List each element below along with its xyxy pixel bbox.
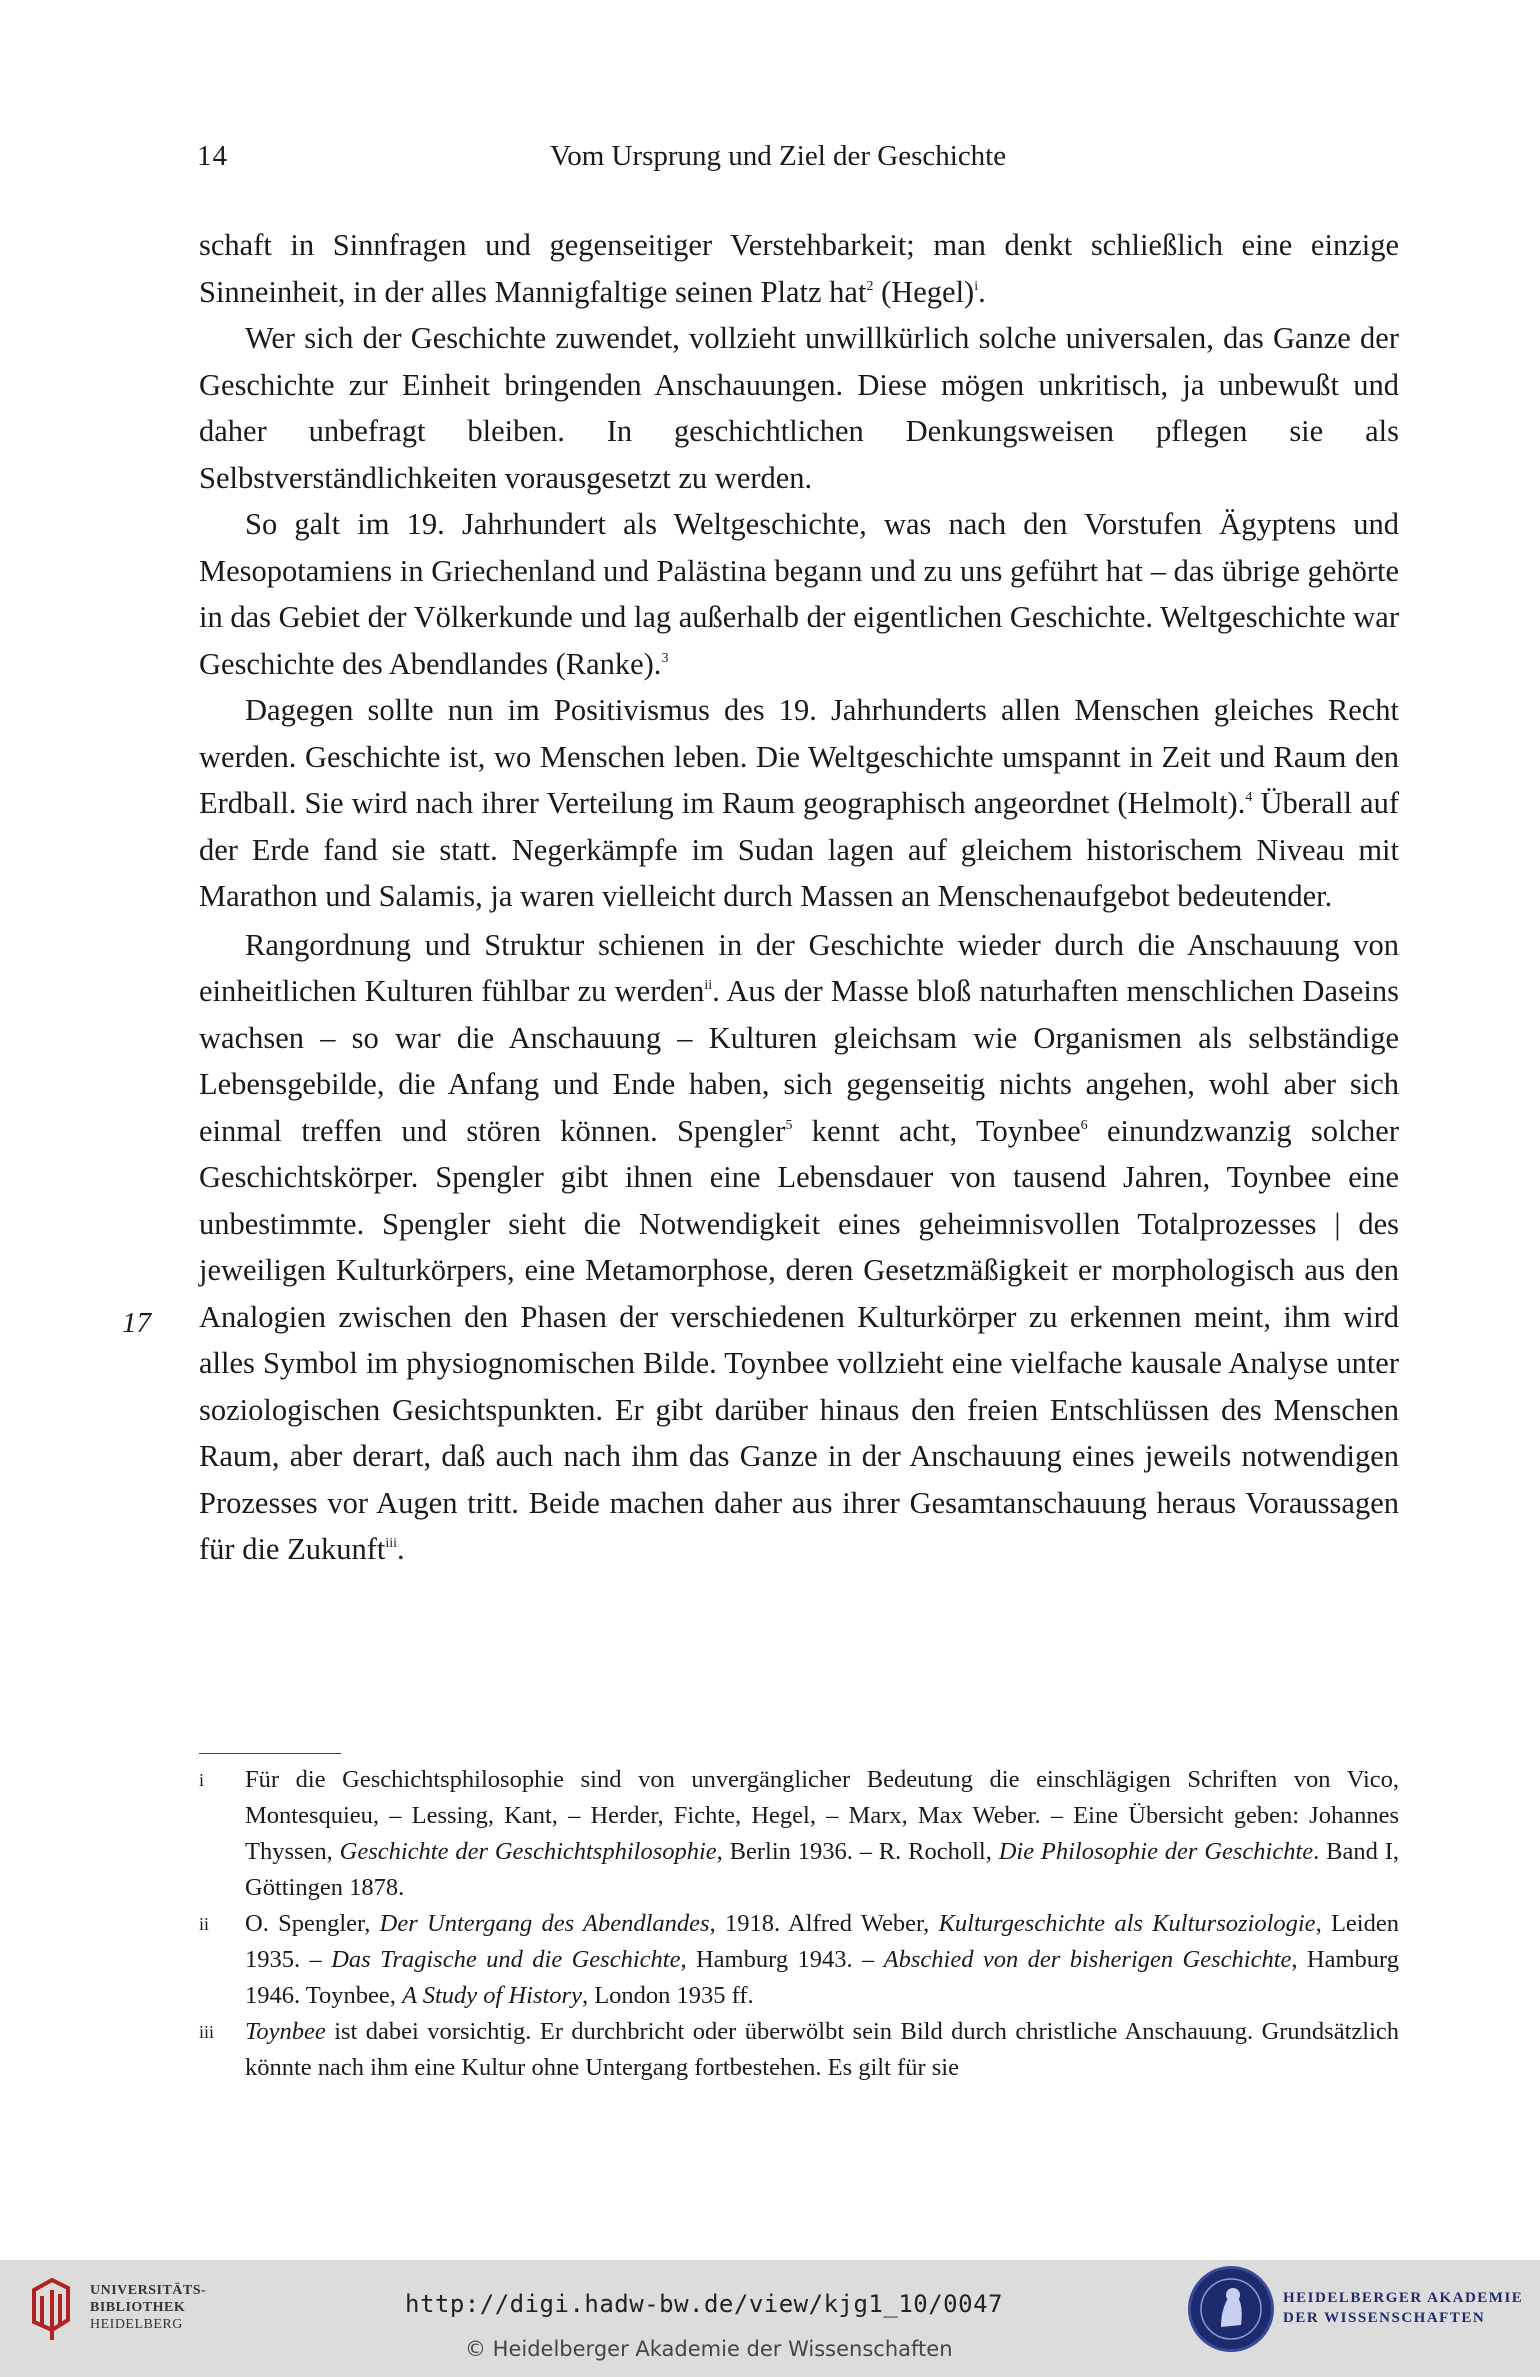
page-number: 14 (197, 140, 228, 172)
library-logo-icon (30, 2276, 72, 2344)
footnote-text-span: , London 1935 ff. (581, 1982, 754, 2009)
academy-name-line: DER WISSENSCHAFTEN (1283, 2310, 1486, 2326)
text-span: . (397, 1532, 405, 1566)
footnote-text-span: , Hamburg 1943. – (680, 1946, 884, 1973)
footnote-title-italic: Geschichte der Geschichtsphilosophie (339, 1838, 717, 1865)
library-name-line: BIBLIOTHEK (90, 2300, 186, 2315)
footnote-marker: i (199, 1770, 205, 1790)
library-name (90, 2282, 206, 2333)
library-name-line: UNIVERSITÄTS- (90, 2283, 207, 2298)
footnote-title-italic: A Study of History (402, 1982, 582, 2009)
footnote-ref[interactable]: 5 (785, 1117, 793, 1133)
original-page-margin-number: 17 (122, 1307, 151, 1339)
academy-seal-icon (1188, 2266, 1274, 2352)
footnote-title-italic: Der Untergang des Abendlandes (379, 1910, 710, 1937)
footnote-text-span: O. Spengler, (245, 1910, 380, 1937)
footnote-marker: ii (199, 1914, 210, 1934)
footnote-title-italic: Toynbee (245, 2018, 326, 2045)
footnote-ref[interactable]: ii (704, 978, 713, 993)
footnote-text-span: , 1918. Alfred Weber, (709, 1910, 939, 1937)
footnote-text-span: , Leiden 1935. – (245, 1910, 1399, 1973)
paragraph-4 (199, 687, 1399, 920)
text-span: So galt im 19. Jahrhundert als Weltgeschichte, was nach den Vorstufen Ägyptens und Mesopotamiens in Griechenland und Palästina begann und zu uns geführt hat – das übrige gehörte in das Gebiet der Völkerkunde und lag außerhalb der eigentlichen Geschichte. Weltgeschichte war Geschichte des Abendlandes (Ranke). (199, 507, 1399, 681)
footnote-title-italic: Abschied von der bisherigen Geschichte (883, 1946, 1292, 1973)
footnote-ref[interactable]: i (974, 278, 979, 294)
footnote-ref[interactable]: iii (385, 1536, 398, 1551)
footnote-text (245, 1910, 1399, 2009)
footnote-text-span: , Berlin 1936. – R. Rocholl, (716, 1838, 999, 1865)
text-span: kennt acht, Toynbee (792, 1113, 1081, 1148)
running-title: Vom Ursprung und Ziel der Geschichte (550, 140, 1007, 172)
academy-name (1283, 2288, 1523, 2328)
footnote-marker: iii (199, 2022, 215, 2042)
academy-name-line: HEIDELBERGER AKADEMIE (1283, 2290, 1524, 2306)
footnote-divider (199, 1753, 341, 1754)
footnote (199, 1906, 1399, 2014)
footnote-text-span: Für die Geschichtsphilosophie sind von unvergänglicher Bedeutung die einschlägigen Schriften von Vico, Montesquieu, – Lessing, Kant, – Herder, Fichte, Hegel, – Marx, Max Weber. – Eine Übersicht geben: Johannes Thyssen, (245, 1766, 1399, 1865)
footnote-ref[interactable]: 4 (1245, 790, 1253, 805)
body-text (199, 222, 1399, 1573)
footnote-title-italic: Die Philosophie der Geschichte (998, 1838, 1314, 1865)
footnotes (199, 1762, 1399, 2086)
footnote-text-span: ist dabei vorsichtig. Er durchbricht oder überwölbt sein Bild durch christliche Anschauung. Grundsätzlich könnte nach ihm eine Kultur ohne Untergang fortbestehen. Es gilt für sie (245, 2018, 1399, 2081)
footnote-text-span: . Band I, Göttingen 1878. (245, 1838, 1399, 1901)
paragraph-1 (199, 222, 1399, 315)
library-name-line: HEIDELBERG (90, 2317, 183, 2332)
footnote (199, 2014, 1399, 2086)
permalink-url[interactable]: http://digi.hadw-bw.de/view/kjg1_10/0047 (405, 2290, 1003, 2318)
footnote-title-italic: Kulturgeschichte als Kultursoziologie (938, 1910, 1316, 1937)
footnote-ref[interactable]: 6 (1080, 1117, 1088, 1133)
text-span: einundzwanzig solcher Geschichtskörper. Spengler gibt ihnen eine Lebensdauer von tausend Jahren, Toynbee eine unbestimmte. Spengler sieht die Notwendigkeit eines geheimnisvollen Totalprozesses | des jeweiligen Kulturkörpers, eine Metamorphose, deren Gesetzmäßigkeit er morphologisch aus den Analogien zwischen den Phasen der verschiedenen Kulturkörper zu erkennen meint, ihm wird alles Symbol im physiognomischen Bilde. Toynbee vollzieht eine vielfache kausale Analyse unter soziologischen Gesichtspunkten. Er gibt darüber hinaus den freien Entschlüssen des Menschen Raum, aber derart, daß auch nach ihm das Ganze in der Anschauung eines jeweils notwendigen Prozesses vor Augen tritt. Beide machen daher aus ihrer Gesamtanschauung heraus Voraussagen für die Zukunft (199, 1113, 1399, 1566)
paragraph-5 (199, 922, 1399, 1573)
footnote (199, 1762, 1399, 1906)
text-span: Überall auf der Erde fand sie statt. Negerkämpfe im Sudan lagen auf gleichem historischem Niveau mit Marathon und Salamis, ja waren vielleicht durch Massen an Menschenaufgebot bedeutender. (199, 786, 1399, 913)
text-span: Dagegen sollte nun im Positivismus des 19. Jahrhunderts allen Menschen gleiches Recht werden. Geschichte ist, wo Menschen leben. Die Weltgeschichte umspannt in Zeit und Raum den Erdball. Sie wird nach ihrer Verteilung im Raum geographisch angeordnet (Helmolt). (199, 693, 1399, 820)
text-span: Rangordnung und Struktur schienen in der Geschichte wieder durch die Anschauung von einheitlichen Kulturen fühlbar zu werden (199, 927, 1399, 1008)
footnote-text (245, 1766, 1399, 1901)
footnote-ref[interactable]: 3 (661, 650, 669, 666)
text-span: . Aus der Masse bloß naturhaften menschlichen Daseins wachsen – so war die Anschauung – Kulturen gleichsam wie Organismen als selbständige Lebensgebilde, die Anfang und Ende haben, sich gegenseitig nichts angehen, wohl aber sich einmal treffen und stören können. Spengler (199, 974, 1399, 1148)
paragraph-3 (199, 501, 1399, 687)
footnote-title-italic: Das Tragische und die Geschichte (331, 1946, 681, 1973)
paragraph-2: Wer sich der Geschichte zuwendet, vollzieht unwillkürlich solche universalen, das Ganze der Geschichte zur Einheit bringenden Anschauungen. Diese mögen unkritisch, ja unbewußt und daher unbefragt bleiben. In geschichtlichen Denkungsweisen pflegen sie als Selbstverständlichkeiten vorausgesetzt zu werden. (199, 321, 1399, 495)
text-span: (Hegel) (873, 274, 975, 309)
footnote-ref[interactable]: 2 (866, 278, 874, 294)
footnote-text (245, 2018, 1399, 2081)
text-span: . (978, 274, 986, 309)
copyright-notice: © Heidelberger Akademie der Wissenschaften (465, 2337, 953, 2361)
text-span: schaft in Sinnfragen und gegenseitiger Verstehbarkeit; man denkt schließlich eine einzige Sinneinheit, in der alles Mannigfaltige seinen Platz hat (199, 228, 1399, 309)
footnote-text-span: , Hamburg 1946. Toynbee, (245, 1946, 1400, 2009)
